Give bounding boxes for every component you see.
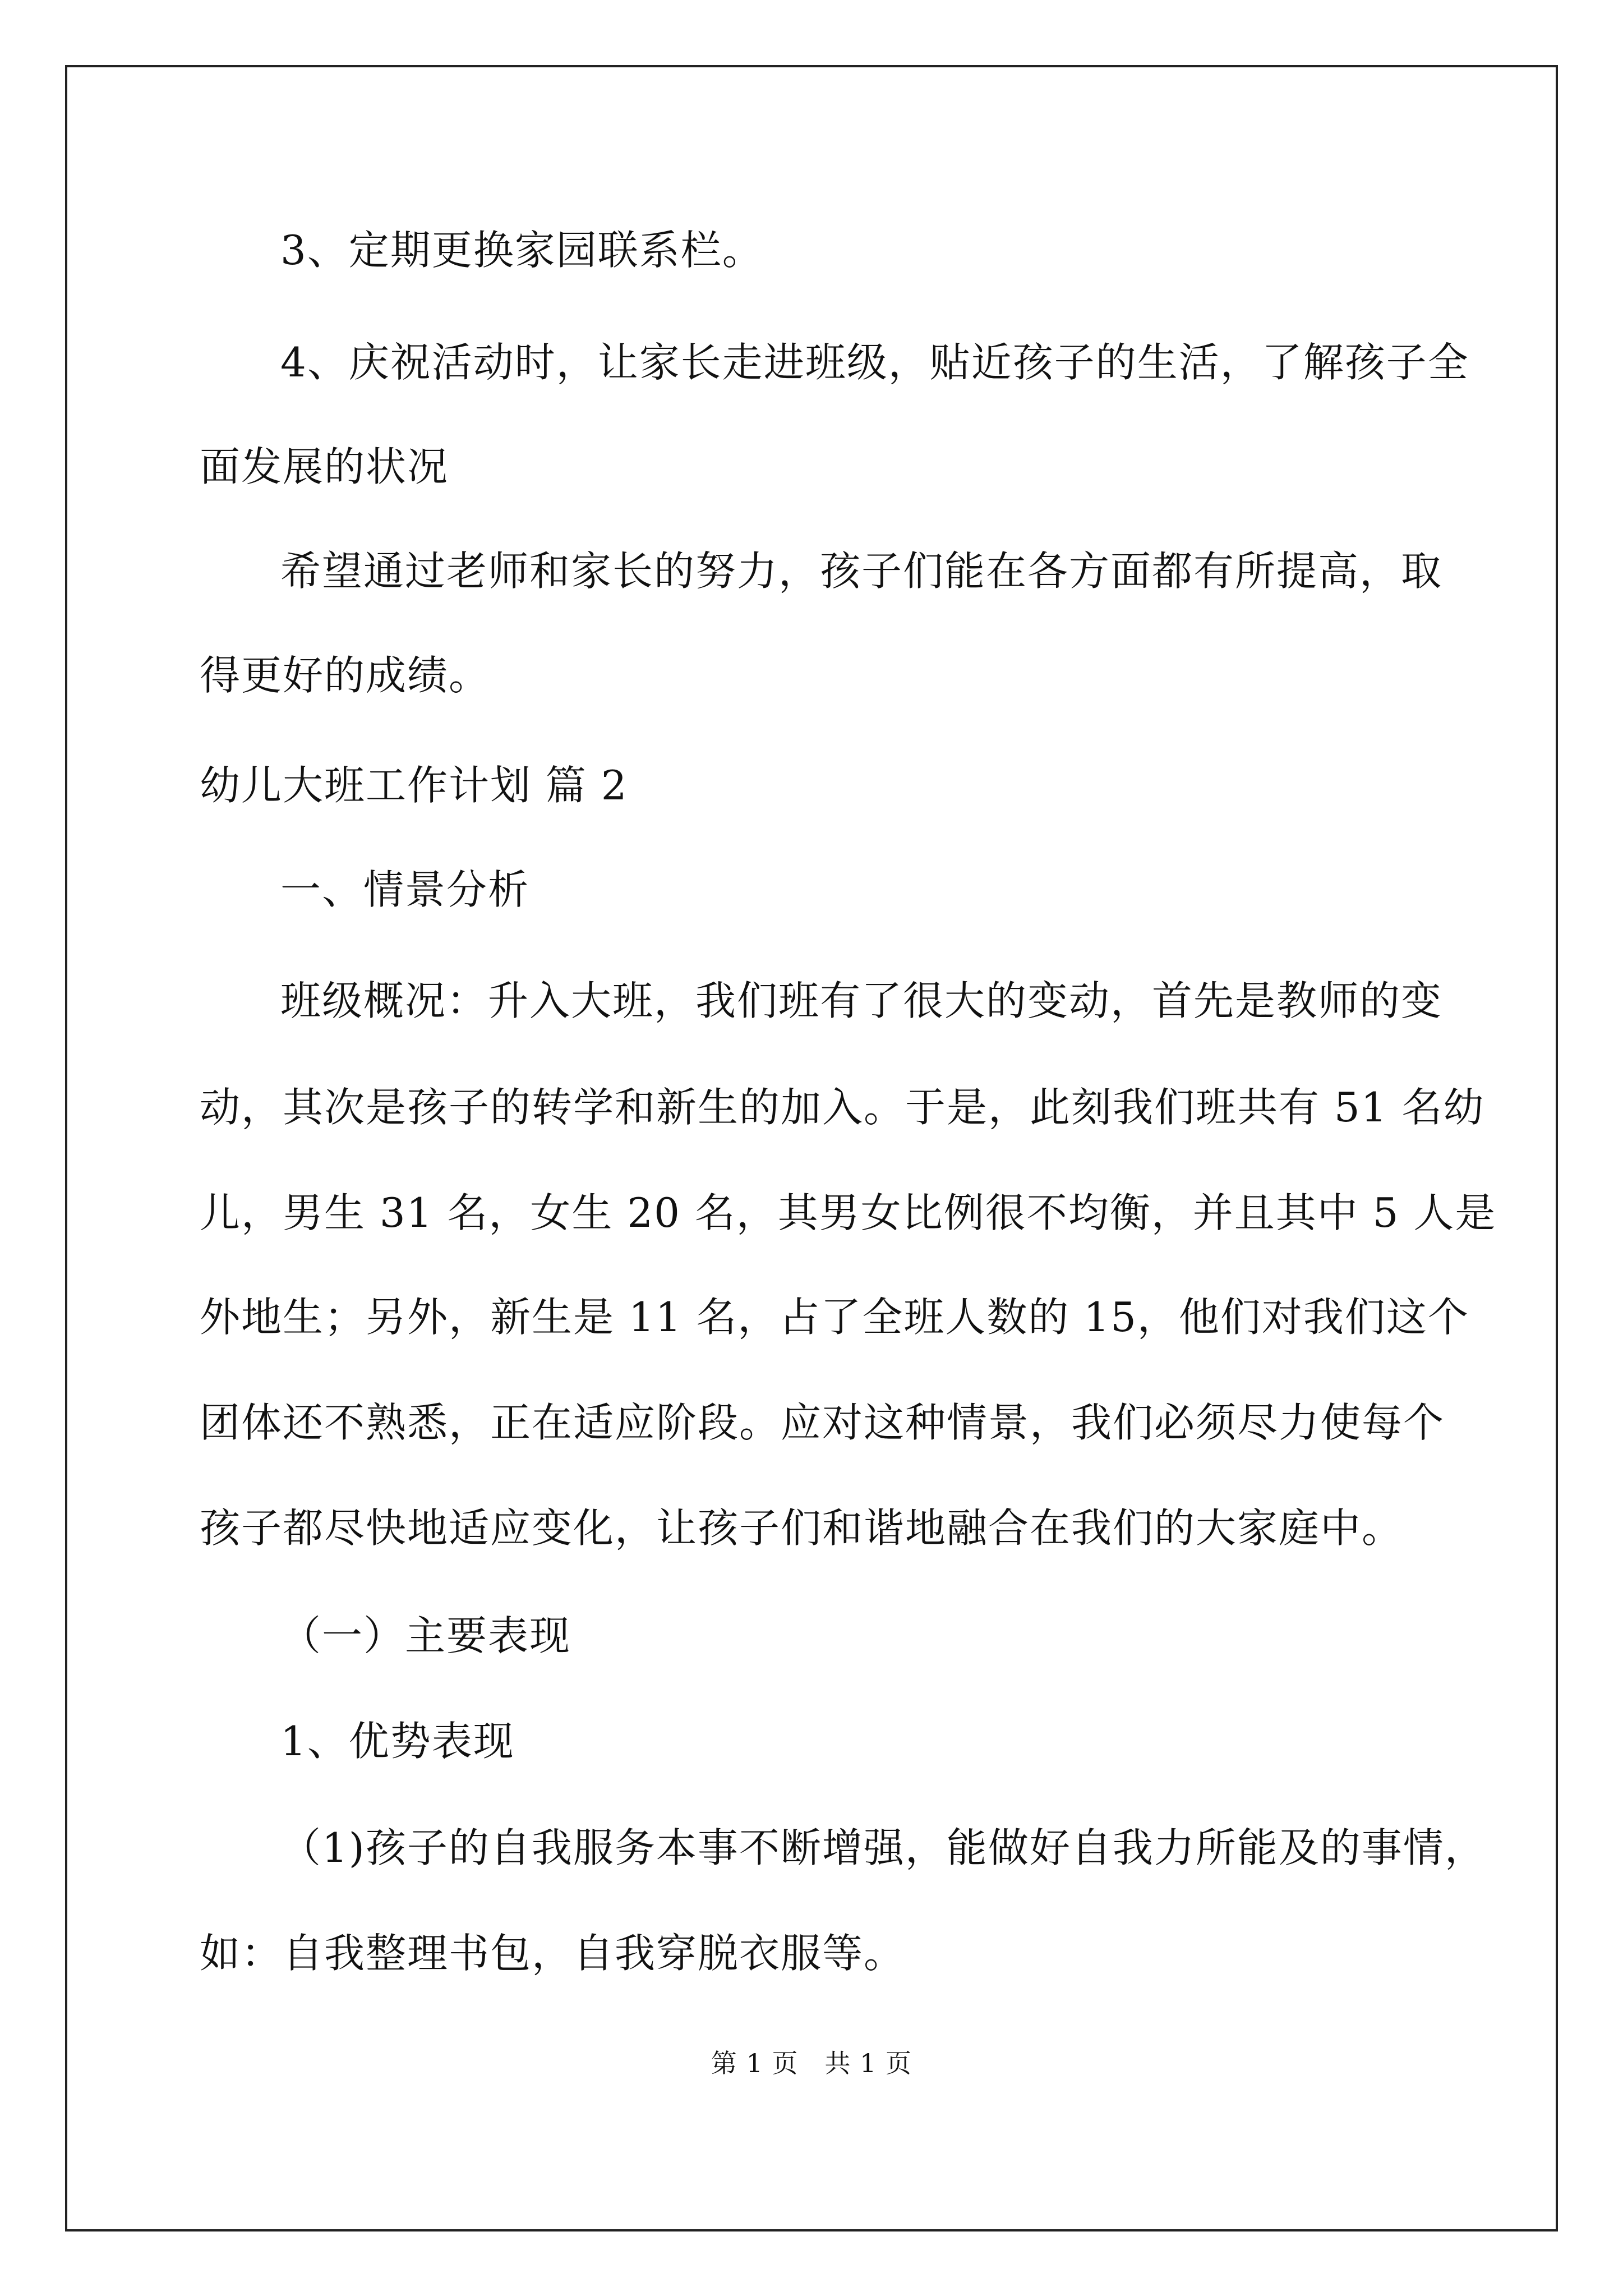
subsection-heading: （一）主要表现 bbox=[280, 1612, 571, 1659]
paragraph-line: 外地生；另外，新生是 11 名，占了全班人数的 15，他们对我们这个 bbox=[200, 1294, 1469, 1341]
paragraph-line: 3、定期更换家园联系栏。 bbox=[280, 227, 764, 274]
page-border bbox=[65, 65, 1558, 2231]
paragraph-line: 动，其次是孩子的转学和新生的加入。于是，此刻我们班共有 51 名幼 bbox=[200, 1084, 1485, 1131]
page-footer: 第 1 页 共 1 页 bbox=[711, 2048, 912, 2078]
paragraph-line: 团体还不熟悉，正在适应阶段。应对这种情景，我们必须尽力使每个 bbox=[200, 1399, 1445, 1446]
paragraph-line: 面发展的状况 bbox=[200, 443, 449, 490]
paragraph-line: 班级概况：升入大班，我们班有了很大的变动，首先是教师的变 bbox=[280, 977, 1443, 1024]
subsection-heading: 一、情景分析 bbox=[280, 866, 530, 913]
section-heading: 幼儿大班工作计划 篇 2 bbox=[200, 762, 628, 809]
paragraph-line: 如：自我整理书包，自我穿脱衣服等。 bbox=[200, 1930, 906, 1977]
paragraph-line: 孩子都尽快地适应变化，让孩子们和谐地融合在我们的大家庭中。 bbox=[200, 1504, 1404, 1552]
item-heading: 1、优势表现 bbox=[280, 1718, 515, 1765]
paragraph-line: 4、庆祝活动时，让家长走进班级，贴近孩子的生活，了解孩子全 bbox=[280, 339, 1469, 386]
paragraph-line: （1)孩子的自我服务本事不断增强，能做好自我力所能及的事情， bbox=[280, 1824, 1486, 1871]
paragraph-line: 儿，男生 31 名，女生 20 名，其男女比例很不均衡，并且其中 5 人是 bbox=[200, 1189, 1497, 1236]
paragraph-line: 得更好的成绩。 bbox=[200, 652, 491, 699]
paragraph-line: 希望通过老师和家长的努力，孩子们能在各方面都有所提高，取 bbox=[280, 547, 1443, 595]
